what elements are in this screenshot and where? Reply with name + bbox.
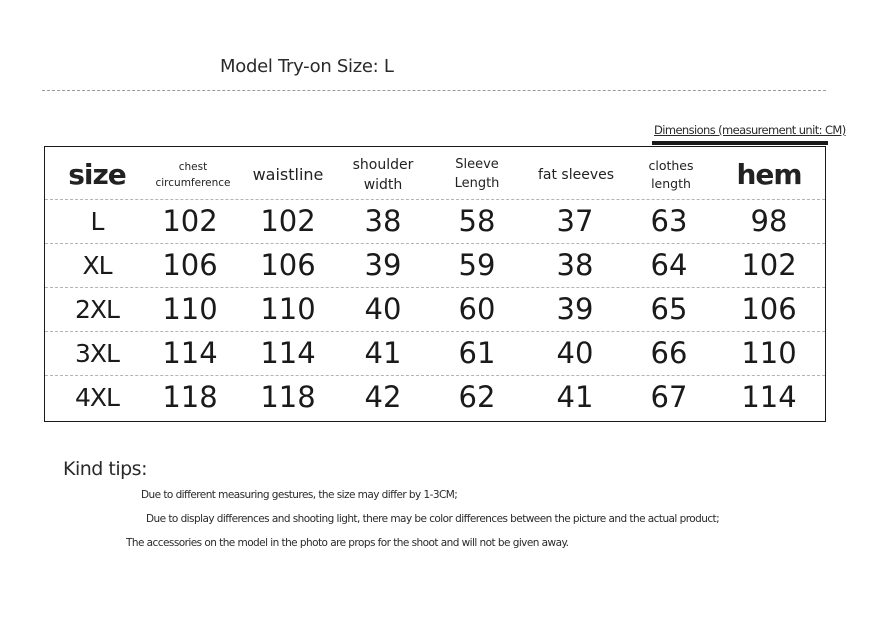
fat-sleeves-value: 41 — [556, 380, 594, 414]
waistline-value: 102 — [260, 204, 316, 238]
waistline-value: 118 — [260, 380, 316, 414]
row-size: 3XL — [75, 338, 119, 368]
shoulder-value: 41 — [364, 336, 402, 370]
tip-line: Due to different measuring gestures, the size may differ by 1-3CM; — [141, 489, 458, 501]
kind-tips-title: Kind tips: — [63, 458, 147, 480]
tip-line: Due to display differences and shooting light, there may be color differences between the picture and the actual product; — [146, 513, 720, 525]
shoulder-value: 38 — [364, 204, 402, 238]
shoulder-value: 42 — [364, 380, 402, 414]
tip-line: The accessories on the model in the photo are props for the shoot and will not be given away. — [126, 537, 569, 549]
header-sleeve-length: Sleeve Length — [454, 157, 500, 191]
fat-sleeves-value: 39 — [556, 292, 594, 326]
row-size: XL — [82, 250, 112, 280]
table-row — [45, 331, 825, 376]
sleeve-length-value: 61 — [458, 336, 496, 370]
chest-value: 118 — [162, 380, 218, 414]
waistline-value: 110 — [260, 292, 316, 326]
clothes-length-value: 64 — [650, 248, 688, 282]
chest-value: 106 — [162, 248, 218, 282]
clothes-length-value: 67 — [650, 380, 688, 414]
clothes-length-value: 66 — [650, 336, 688, 370]
row-size: L — [90, 206, 104, 236]
waistline-value: 106 — [260, 248, 316, 282]
row-size: 2XL — [75, 294, 119, 324]
clothes-length-value: 63 — [650, 204, 688, 238]
sleeve-length-value: 60 — [458, 292, 496, 326]
hem-value: 98 — [750, 204, 788, 238]
header-clothes-length: clothes length — [648, 157, 694, 191]
sleeve-length-value: 59 — [458, 248, 496, 282]
table-row — [45, 243, 825, 288]
size-table — [44, 146, 826, 422]
header-waistline: waistline — [252, 165, 324, 185]
table-row — [45, 287, 825, 332]
divider-line — [42, 90, 826, 91]
fat-sleeves-value: 37 — [556, 204, 594, 238]
row-size: 4XL — [75, 382, 119, 412]
hem-value: 106 — [741, 292, 797, 326]
header-chest-circumference: chest circumference — [155, 160, 231, 189]
fat-sleeves-value: 40 — [556, 336, 594, 370]
header-shoulder-width: shoulder width — [352, 156, 414, 193]
dimensions-underline — [652, 141, 828, 145]
header-size: size — [68, 157, 126, 191]
header-hem: hem — [736, 157, 802, 191]
table-row — [45, 199, 825, 244]
shoulder-value: 39 — [364, 248, 402, 282]
header-fat-sleeves: fat sleeves — [537, 166, 615, 183]
clothes-length-value: 65 — [650, 292, 688, 326]
hem-value: 114 — [741, 380, 797, 414]
fat-sleeves-value: 38 — [556, 248, 594, 282]
hem-value: 102 — [741, 248, 797, 282]
hem-value: 110 — [741, 336, 797, 370]
table-row — [45, 375, 825, 419]
waistline-value: 114 — [260, 336, 316, 370]
chest-value: 110 — [162, 292, 218, 326]
dimensions-note: Dimensions (measurement unit: CM) — [654, 123, 846, 137]
sleeve-length-value: 58 — [458, 204, 496, 238]
chest-value: 102 — [162, 204, 218, 238]
shoulder-value: 40 — [364, 292, 402, 326]
table-header-row — [45, 151, 825, 200]
chest-value: 114 — [162, 336, 218, 370]
model-tryon-size: Model Try-on Size: L — [220, 56, 394, 77]
sleeve-length-value: 62 — [458, 380, 496, 414]
